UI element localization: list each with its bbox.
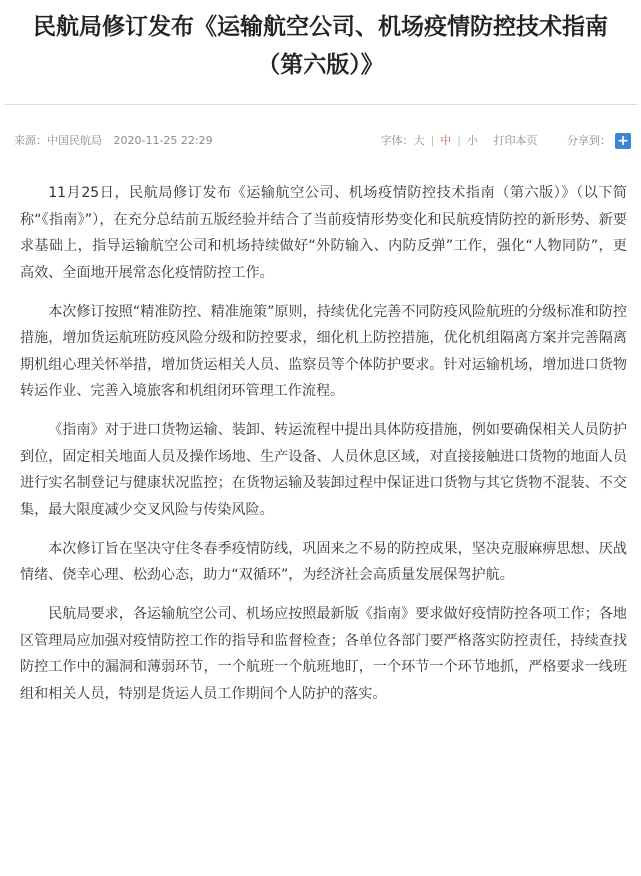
share-label: 分享到： [567, 134, 611, 147]
title-line-1: 民航局修订发布《运输航空公司、机场疫情防控技术指南 [33, 14, 608, 40]
font-size-separator: | [430, 134, 435, 147]
article-paragraph-5: 民航局要求，各运输航空公司、机场应按照最新版《指南》要求做好疫情防控各项工作；各地区管理局应加强对疫情防控工作的指导和监督检查；各单位各部门要严格落实防控责任，持续查找防控工作中的漏洞和薄弱环节，一个航班一个航班地盯，一个环节一个环节地抓，严格要求一线班组和相关人员，特别是货运人员工作期间个人防护的落实。 [20, 606, 627, 702]
article-tools [381, 131, 631, 151]
article-paragraph-4: 本次修订旨在坚决守住冬春季疫情防线，巩固来之不易的防控成果，坚决克服麻痹思想、厌战情绪、侥幸心理、松劲心态，助力“双循环”，为经济社会高质量发展保驾护航。 [20, 540, 627, 583]
article-meta-bar [14, 131, 631, 151]
article-source: 来源：中国民航局 [14, 134, 102, 147]
article-paragraph-2: 本次修订按照“精准防控、精准施策”原则，持续优化完善不同防疫风险航班的分级标准和防控措施，增加货运航班防疫风险分级和防控要求，细化机上防控措施，优化机组隔离方案并完善隔离期机组心理关怀举措，增加货运相关人员、监察员等个体防护要求。针对运输机场，增加进口货物转运作业、完善入境旅客和机组闭环管理工作流程。 [20, 303, 627, 399]
article-source-info [14, 131, 221, 151]
font-size-small-button[interactable]: 小 [467, 134, 478, 147]
font-size-label: 字体： [380, 134, 414, 147]
article-paragraph-3: 《指南》对于进口货物运输、装卸、转运流程中提出具体防疫措施，例如要确保相关人员防护到位，固定相关地面人员及操作场地、生产设备、人员休息区域，对直接接触进口货物的地面人员进行实名制登记与健康状况监控；在货物运输及装卸过程中保证进口货物与其它货物不混装、不交集，最大限度减少交叉风险与传染风险。 [20, 422, 627, 518]
article-datetime: 2020-11-25 22:29 [113, 134, 213, 147]
title-line-2: （第六版）》 [257, 52, 384, 78]
font-size-medium-button[interactable]: 中 [440, 134, 452, 147]
share-plus-icon[interactable]: + [615, 133, 631, 149]
article-body [20, 180, 627, 720]
font-size-large-button[interactable]: 大 [413, 134, 425, 147]
print-page-link[interactable]: 打印本页 [493, 134, 538, 147]
font-size-separator: | [457, 134, 461, 147]
article-paragraph-1: 11月25日，民航局修订发布《运输航空公司、机场疫情防控技术指南（第六版）》（以下简称“《指南》”），在充分总结前五版经验并结合了当前疫情形势变化和民航疫情防控的新形势、新要求基础上，指导运输航空公司和机场持续做好“外防输入、内防反弹”工作，强化“人物同防”，更高效、全面地开展常态化疫情防控工作。 [20, 185, 627, 281]
title-divider [4, 104, 637, 105]
page-title [8, 8, 633, 84]
